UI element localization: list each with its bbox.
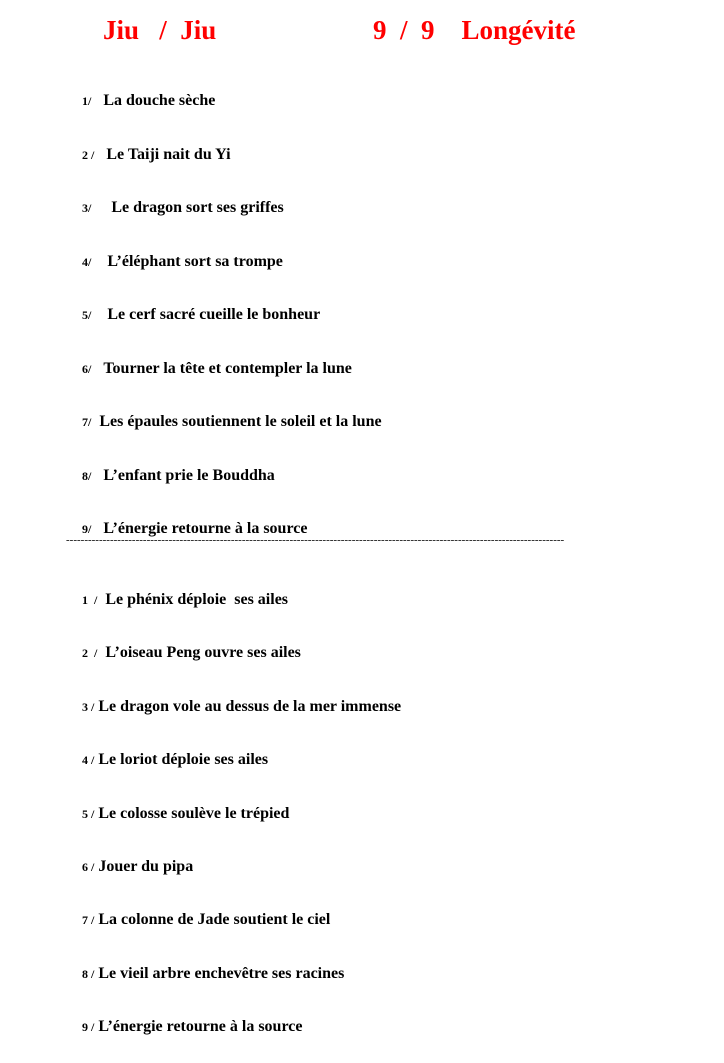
item-label: L’énergie retourne à la source <box>98 1018 303 1035</box>
item-number: 8 / <box>82 967 95 981</box>
item-label: La douche sèche <box>103 92 216 109</box>
item-number: 5 / <box>82 807 95 821</box>
item-number: 1 / <box>82 593 98 607</box>
item-number: 6/ <box>82 362 92 376</box>
section1-item-2 <box>66 119 231 163</box>
item-label: Les épaules soutiennent le soleil et la lune <box>99 413 382 430</box>
section1-item-1 <box>66 65 216 109</box>
document-header <box>0 10 724 50</box>
item-number: 4 / <box>82 753 95 767</box>
item-number: 2 / <box>82 646 98 660</box>
section1-item-5 <box>66 279 321 323</box>
section2-item-1 <box>66 564 289 608</box>
item-label: Le colosse soulève le trépied <box>98 805 290 822</box>
section2-item-3 <box>66 671 402 715</box>
item-number: 7/ <box>82 415 92 429</box>
item-number: 6 / <box>82 860 95 874</box>
item-number: 1/ <box>82 94 92 108</box>
item-label: Tourner la tête et contempler la lune <box>103 360 352 377</box>
section2-item-8 <box>66 938 345 982</box>
item-label: Le loriot déploie ses ailes <box>98 751 269 768</box>
item-number: 2 / <box>82 148 95 162</box>
section2-item-9 <box>66 991 303 1035</box>
item-label: L’éléphant sort sa trompe <box>107 253 283 270</box>
section-divider: ---------------------------------------------------------------------------------------------------------------------------------------- <box>66 534 565 546</box>
section2-item-5 <box>66 778 290 822</box>
item-number: 5/ <box>82 308 92 322</box>
item-number: 3/ <box>82 201 92 215</box>
item-label: Jouer du pipa <box>98 858 194 875</box>
item-label: L’enfant prie le Bouddha <box>103 467 275 484</box>
item-number: 9/ <box>82 522 92 536</box>
item-label: Le vieil arbre enchevêtre ses racines <box>98 965 345 982</box>
item-label: Le dragon vole au dessus de la mer immense <box>98 698 402 715</box>
section1-item-6 <box>66 333 352 377</box>
item-label: L’oiseau Peng ouvre ses ailes <box>105 644 301 661</box>
item-label: La colonne de Jade soutient le ciel <box>98 911 331 928</box>
item-number: 7 / <box>82 913 95 927</box>
item-number: 3 / <box>82 700 95 714</box>
item-label: Le Taiji nait du Yi <box>106 146 231 163</box>
section2-item-6 <box>66 831 194 875</box>
section1-item-7 <box>66 386 382 430</box>
section1-item-9 <box>66 493 308 537</box>
header-title-left: Jiu / Jiu <box>103 15 217 45</box>
section2-item-4 <box>66 724 269 768</box>
item-number: 4/ <box>82 255 92 269</box>
section2-item-7 <box>66 884 331 928</box>
item-label: Le dragon sort ses griffes <box>111 199 284 216</box>
item-label: Le cerf sacré cueille le bonheur <box>107 306 321 323</box>
header-title-right: 9 / 9 Longévité <box>373 15 576 45</box>
item-label: Le phénix déploie ses ailes <box>105 591 289 608</box>
section1-item-8 <box>66 440 275 484</box>
item-number: 8/ <box>82 469 92 483</box>
section2-item-2 <box>66 617 301 661</box>
item-number: 9 / <box>82 1020 95 1034</box>
item-label: L’énergie retourne à la source <box>103 520 308 537</box>
section1-item-4 <box>66 226 283 270</box>
section1-item-3 <box>66 172 284 216</box>
